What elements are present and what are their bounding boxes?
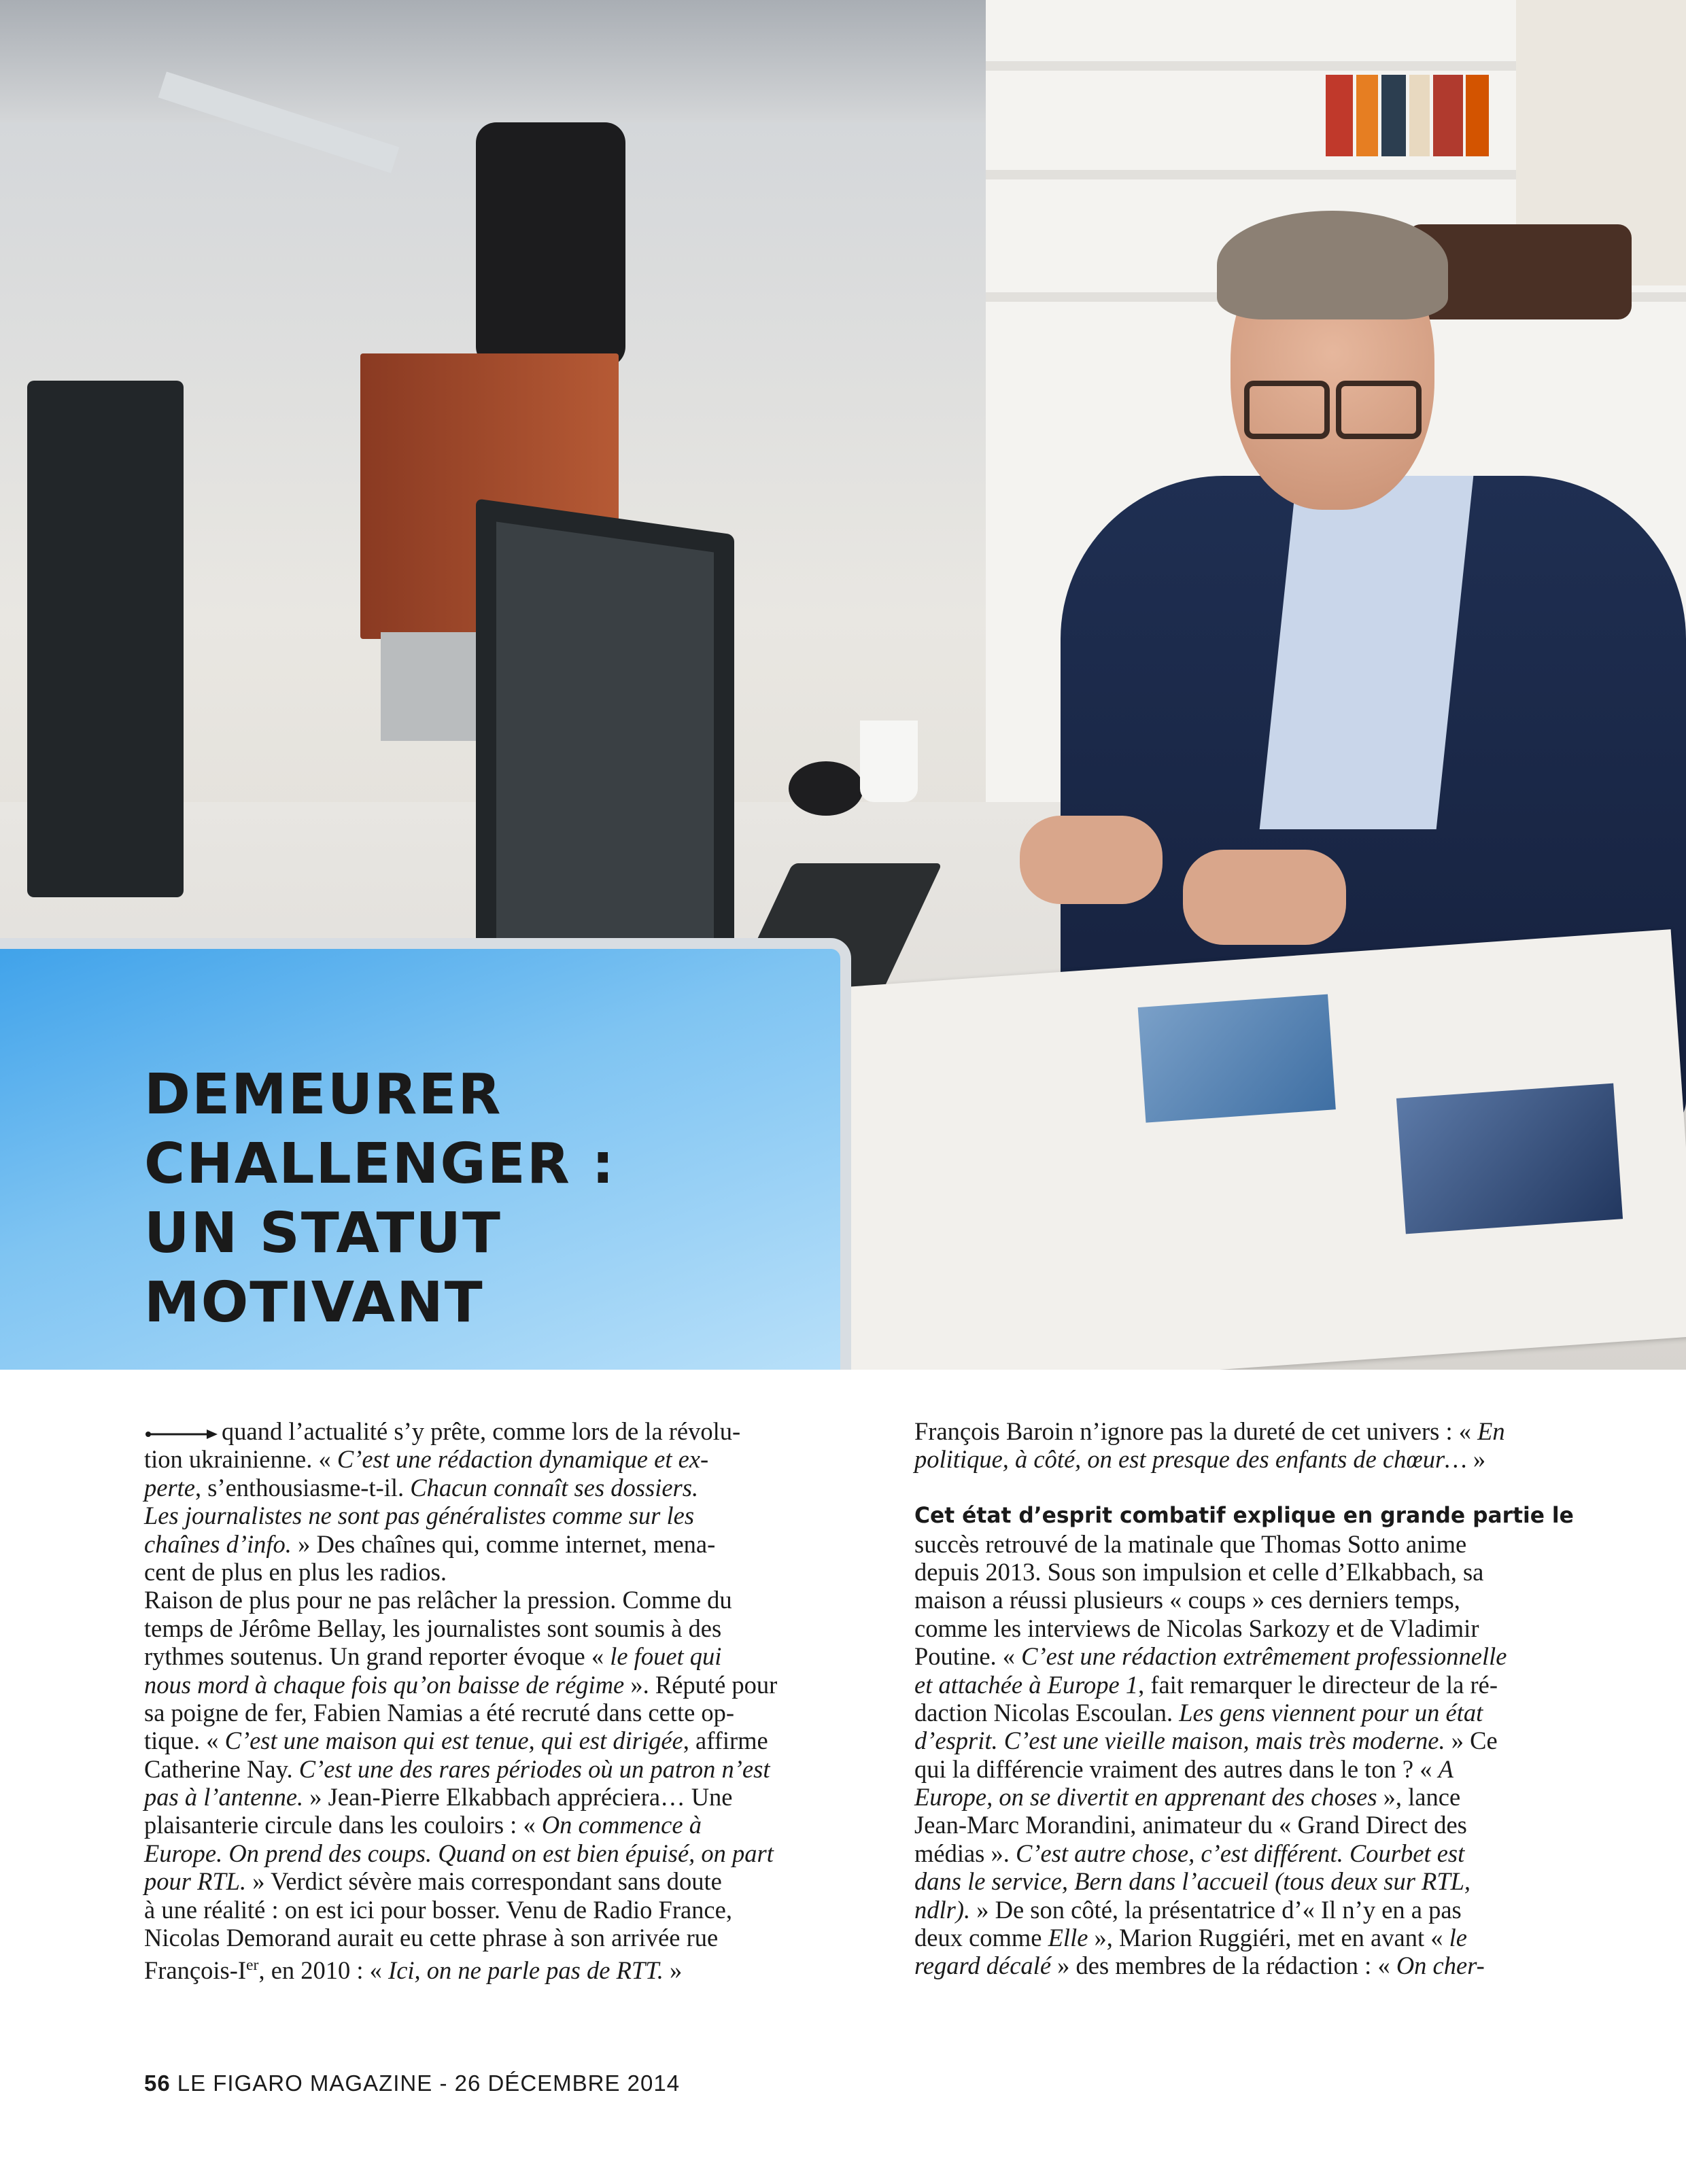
text-run: François Baroin n’ignore pas la dureté de cet univers : « [914,1417,1478,1445]
text-line [144,1445,804,1473]
text-run: sa poigne de fer, Fabien Namias a été recruté dans cette op- [144,1698,735,1727]
newspaper-photo [1396,1084,1623,1234]
text-run: cent de plus en plus les radios. [144,1557,447,1586]
text-run: Ici, on ne parle pas de RTT. [388,1956,664,1985]
page-number: 56 [144,2070,171,2096]
text-run: , s’enthousiasme-t-il. [195,1473,411,1502]
text-line [144,1530,804,1558]
text-run: le fouet qui [610,1642,722,1671]
headline-line: CHALLENGER : [144,1132,616,1196]
paragraph-lead: Cet état d’esprit combatif explique en grande partie le [914,1502,1574,1529]
text-run: C’est une des rares périodes où un patron n’est [298,1754,770,1783]
coffee-cup [860,721,918,802]
text-column-right [914,1417,1574,1980]
text-run: maison a réussi plusieurs « coups » ces derniers temps, [914,1586,1460,1614]
text-run: pas à l’antenne. [144,1783,304,1812]
text-run: plaisanterie circule dans les couloirs : « [144,1811,542,1839]
text-run: » [1466,1445,1486,1474]
text-run: , affirme [683,1727,768,1755]
text-line [144,1417,804,1445]
text-run: Raison de plus pour ne pas relâcher la pression. Comme du [144,1586,732,1614]
glasses [1336,381,1422,439]
text-line [914,1896,1574,1924]
text-run: deux comme [914,1924,1048,1952]
right-hand [1183,850,1346,945]
text-line [914,1445,1574,1473]
text-line [914,1783,1574,1811]
text-line [914,1417,1574,1445]
text-run: tion ukrainienne. « [144,1445,337,1474]
book [1356,75,1378,156]
text-run: » Jean-Pierre Elkabbach appréciera… Une [303,1783,733,1812]
text-run: » De son côté, la présentatrice d’« Il n’y en a pas [970,1895,1462,1924]
text-run: ndlr). [914,1895,971,1924]
text-run: daction Nicolas Escoulan. [914,1698,1180,1727]
text-run: pour RTL. [144,1867,247,1896]
man-hair [1217,211,1448,319]
text-run: Poutine. « [914,1642,1022,1671]
continuation-arrow-icon [144,1427,219,1441]
text-line [914,1811,1574,1839]
text-line [144,1867,804,1895]
text-run: depuis 2013. Sous son impulsion et celle d’Elkabbach, sa [914,1557,1484,1586]
text-run: tique. « [144,1727,225,1755]
text-run: » des membres de la rédaction : « [1051,1952,1396,1980]
text-run: On commence à [541,1811,702,1839]
text-run: qui la différencie vraiment des autres dans le ton ? « [914,1754,1439,1783]
left-hand [1020,816,1163,904]
text-line [144,1811,804,1839]
text-run: , fait remarquer le directeur de la ré- [1138,1670,1498,1699]
text-run: François-I [144,1956,247,1985]
text-run: » Verdict sévère mais correspondant sans doute [246,1867,722,1896]
publication-name: LE FIGARO MAGAZINE - 26 DÉCEMBRE 2014 [177,2070,681,2096]
book [1409,75,1430,156]
mouse [789,761,863,816]
text-run: », Marion Ruggiéri, met en avant « [1088,1924,1449,1952]
monitor-left [27,381,184,897]
text-run: A [1438,1754,1453,1783]
book [1433,75,1463,156]
text-run: Elle [1048,1924,1088,1952]
text-run: regard décalé [914,1952,1052,1980]
book [1326,75,1353,156]
headline-line: DEMEURER [144,1062,502,1127]
paragraph-gap [914,1474,1574,1502]
office-chair [476,122,625,367]
headline-line: MOTIVANT [144,1270,484,1335]
text-line [914,1755,1574,1783]
text-line [144,1558,804,1586]
text-line [144,1952,804,1985]
article-headline [144,1060,756,1338]
text-run: En [1477,1417,1505,1445]
text-run: Europe. On prend des coups. Quand on est bien épuisé, on part [144,1839,774,1867]
text-line [144,1924,804,1952]
text-line [914,1952,1574,1979]
newspaper-photo [1138,994,1336,1123]
text-run: Europe, on se divertit en apprenant des choses [914,1783,1377,1812]
text-run: politique, à côté, on est presque des enfants de chœur… [914,1445,1467,1474]
text-line [144,1502,804,1529]
text-line [914,1699,1574,1727]
glasses [1244,381,1330,439]
text-run: Chacun connaît ses dossiers. [410,1473,699,1502]
text-run: C’est une rédaction extrêmement professionnelle [1021,1642,1507,1671]
text-line [144,1586,804,1614]
text-run: le [1449,1924,1467,1952]
text-run: succès retrouvé de la matinale que Thomas Sotto anime [914,1529,1467,1558]
text-line [144,1642,804,1670]
text-run: médias ». [914,1839,1016,1867]
text-line [914,1558,1574,1586]
text-line [914,1642,1574,1670]
text-run: ». Réputé pour [624,1670,778,1699]
text-line [144,1699,804,1727]
text-run: » Des chaînes qui, comme internet, mena- [291,1529,716,1558]
text-line [144,1671,804,1699]
text-run: quand l’actualité s’y prête, comme lors de la révolu- [222,1417,741,1445]
page-footer [144,2070,680,2096]
text-line [914,1924,1574,1952]
text-column-left [144,1417,804,1985]
text-line [144,1839,804,1867]
monitor-center [476,498,734,1010]
newspapers [823,929,1686,1370]
text-line [144,1727,804,1754]
man-shirt [1260,476,1474,829]
text-run: à une réalité : on est ici pour bosser. Venu de Radio France, [144,1895,732,1924]
text-run: C’est une rédaction dynamique et ex- [337,1445,709,1474]
text-line [144,1614,804,1642]
text-line [144,1474,804,1502]
text-line [914,1530,1574,1558]
text-run: C’est autre chose, c’est différent. Courbet est [1016,1839,1465,1867]
text-run: Catherine Nay. [144,1754,299,1783]
text-run: On cher- [1396,1952,1485,1980]
text-run: , en 2010 : « [258,1956,389,1985]
text-run: d’esprit. C’est une vieille maison, mais très moderne. [914,1727,1445,1755]
book [1466,75,1489,156]
text-run: comme les interviews de Nicolas Sarkozy et de Vladimir [914,1614,1479,1642]
text-line [914,1614,1574,1642]
text-run: C’est une maison qui est tenue, qui est dirigée [224,1727,683,1755]
text-run: » [663,1956,683,1985]
text-run: et attachée à Europe 1 [914,1670,1139,1699]
text-run: chaînes d’info. [144,1529,292,1558]
text-run: dans le service, Bern dans l’accueil (tous deux sur RTL, [914,1867,1471,1896]
text-line [914,1586,1574,1614]
text-run: perte [144,1473,195,1502]
headline-line: UN STATUT [144,1201,502,1266]
text-run: nous mord à chaque fois qu’on baisse de régime [144,1670,625,1699]
text-run: rythmes soutenus. Un grand reporter évoque « [144,1642,610,1671]
text-run: er [246,1956,259,1975]
book [1381,75,1406,156]
text-run: » Ce [1445,1727,1498,1755]
text-run: Nicolas Demorand aurait eu cette phrase à son arrivée rue [144,1924,719,1952]
text-line [144,1755,804,1783]
text-line [144,1896,804,1924]
text-run: Les journalistes ne sont pas généralistes comme sur les [144,1502,695,1530]
text-line [914,1727,1574,1754]
text-line [914,1671,1574,1699]
text-run: Les gens viennent pour un état [1179,1698,1483,1727]
text-line [144,1783,804,1811]
monitor-screen [496,522,714,974]
text-line [914,1867,1574,1895]
text-run: », lance [1377,1783,1461,1812]
text-run: Jean-Marc Morandini, animateur du « Grand Direct des [914,1811,1467,1839]
text-line [914,1839,1574,1867]
text-run: temps de Jérôme Bellay, les journalistes sont soumis à des [144,1614,722,1642]
